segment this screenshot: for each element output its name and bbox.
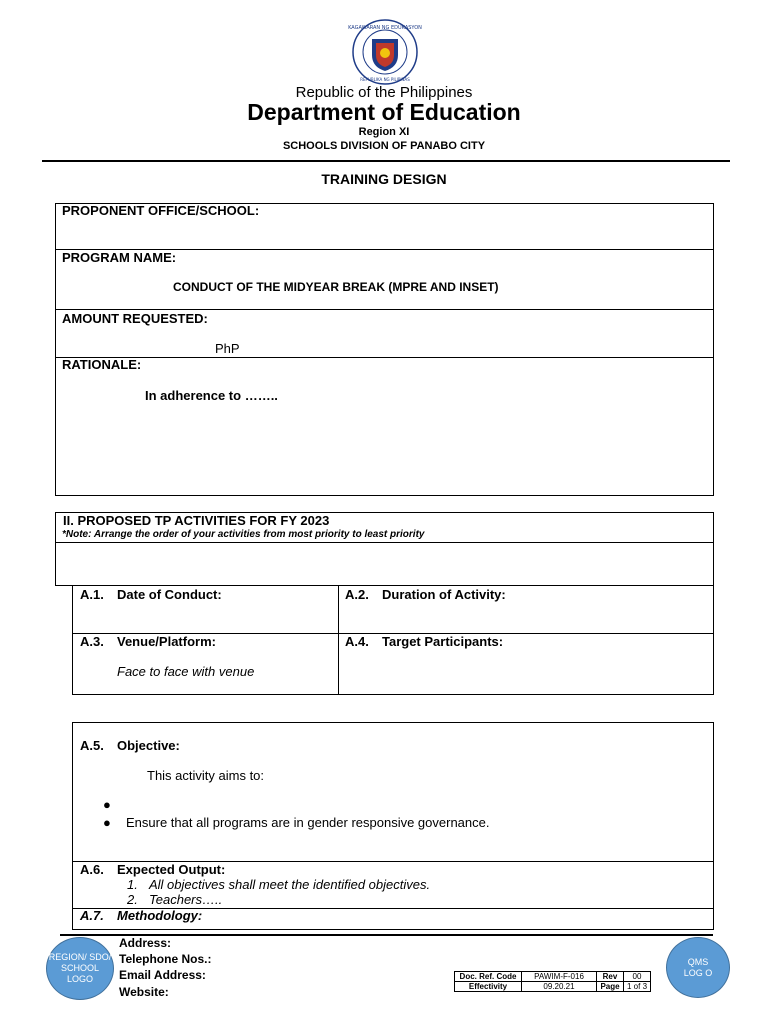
expected-output-item: Teachers…..	[149, 892, 223, 907]
duration-label: Duration of Activity:	[382, 587, 506, 602]
row-divider	[55, 357, 714, 358]
objective-intro: This activity aims to:	[147, 768, 265, 783]
svg-text:KAGAWARAN NG EDUKASYON: KAGAWARAN NG EDUKASYON	[348, 25, 422, 31]
bullet-icon: ●	[103, 797, 111, 812]
rationale-label: RATIONALE:	[62, 357, 142, 372]
rationale-value: In adherence to ……..	[145, 388, 278, 403]
section-1-table	[55, 203, 714, 496]
telephone-label: Telephone Nos.:	[119, 952, 212, 966]
rev-label: Rev	[597, 972, 624, 982]
region-sdo-school-logo: REGION/ SDO/ SCHOOL LOGO	[46, 937, 114, 1000]
page-value: 1 of 3	[624, 982, 651, 992]
website-label: Website:	[119, 985, 169, 999]
list-number: 2.	[127, 892, 138, 907]
bullet-icon: ●	[103, 815, 111, 830]
row-divider	[55, 309, 714, 310]
target-participants-label: Target Participants:	[382, 634, 504, 649]
a3-number: A.3.	[80, 634, 104, 649]
region-heading: Region XI	[358, 126, 410, 138]
a5-number: A.5.	[80, 738, 104, 753]
doc-ref-value: PAWIM-F-016	[522, 972, 597, 982]
amount-requested-label: AMOUNT REQUESTED:	[62, 311, 208, 326]
doc-ref-label: Doc. Ref. Code	[455, 972, 522, 982]
page-label: Page	[597, 982, 624, 992]
grid-divider	[338, 586, 339, 695]
effectivity-value: 09.20.21	[522, 982, 597, 992]
division-heading: SCHOOLS DIVISION OF PANABO CITY	[282, 140, 486, 152]
seal-icon	[348, 19, 422, 85]
address-label: Address:	[119, 936, 172, 950]
document-reference-table	[454, 971, 651, 992]
header-divider	[42, 160, 730, 162]
expected-output-label: Expected Output:	[117, 862, 226, 877]
republic-heading: Republic of the Philippines	[295, 84, 473, 101]
venue-label: Venue/Platform:	[117, 634, 216, 649]
methodology-label: Methodology:	[117, 908, 203, 923]
program-name-label: PROGRAM NAME:	[62, 250, 177, 265]
rev-value: 00	[624, 972, 651, 982]
a2-number: A.2.	[345, 587, 369, 602]
a6-number: A.6.	[80, 862, 104, 877]
document-title: TRAINING DESIGN	[321, 171, 447, 187]
program-name-value: CONDUCT OF THE MIDYEAR BREAK (MPRE AND INSET)	[173, 280, 499, 294]
section-2-title: II. PROPOSED TP ACTIVITIES FOR FY 2023	[63, 513, 330, 528]
a1-number: A.1.	[80, 587, 104, 602]
objective-label: Objective:	[117, 738, 180, 753]
list-number: 1.	[127, 877, 138, 892]
row-divider	[55, 542, 714, 543]
section-2-note: *Note: Arrange the order of your activities from most priority to least priority	[62, 529, 425, 540]
proponent-label: PROPONENT OFFICE/SCHOOL:	[62, 203, 260, 218]
date-of-conduct-label: Date of Conduct:	[117, 587, 222, 602]
amount-requested-value: PhP	[215, 341, 240, 356]
venue-value: Face to face with venue	[117, 664, 255, 679]
a4-number: A.4.	[345, 634, 369, 649]
expected-output-item: All objectives shall meet the identified objectives.	[149, 877, 431, 892]
department-heading: Department of Education	[247, 99, 521, 125]
effectivity-label: Effectivity	[455, 982, 522, 992]
svg-text:REPUBLIKA NG PILIPINAS: REPUBLIKA NG PILIPINAS	[360, 77, 410, 82]
qms-logo: QMS LOG O	[666, 937, 730, 998]
email-label: Email Address:	[119, 968, 206, 982]
objective-bullet: Ensure that all programs are in gender responsive governance.	[126, 815, 490, 830]
a7-number: A.7.	[80, 908, 104, 923]
deped-seal	[348, 19, 422, 85]
